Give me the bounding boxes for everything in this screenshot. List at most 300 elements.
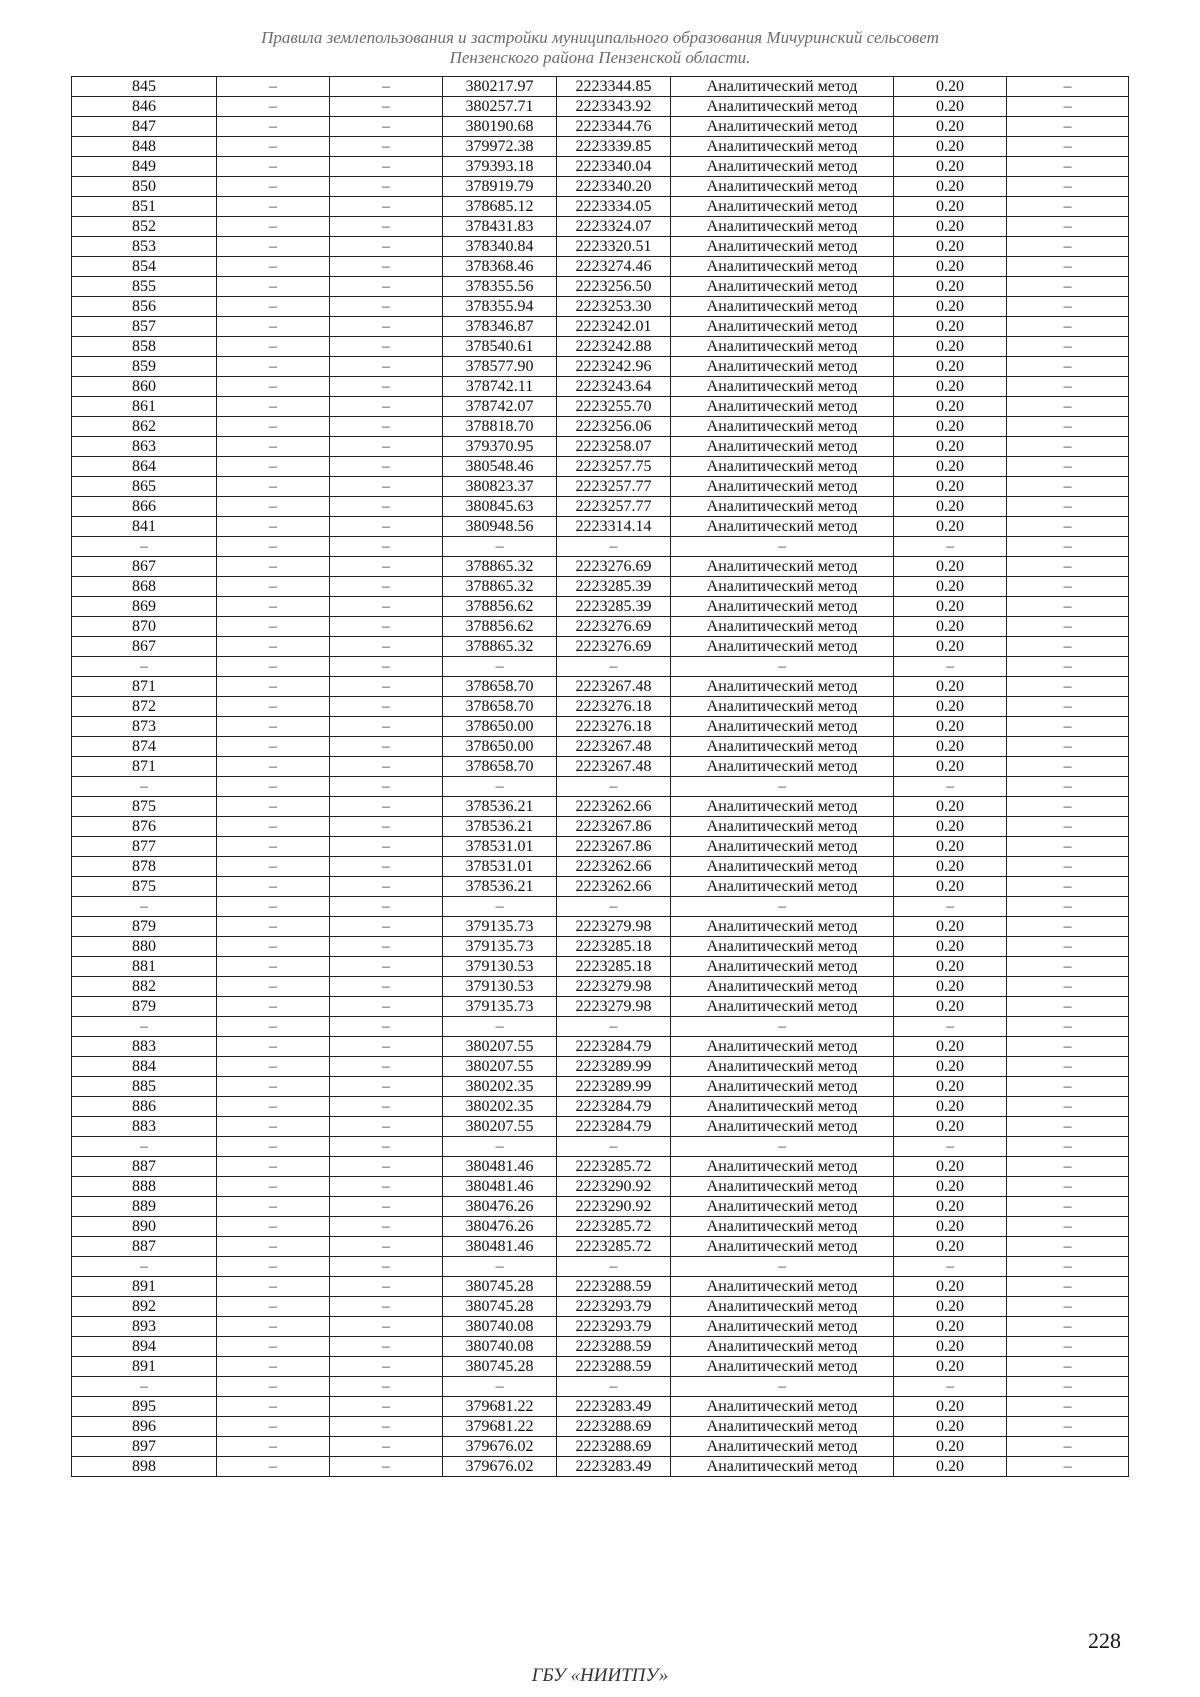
accuracy-cell: 0.20 xyxy=(894,837,1007,857)
old-x-cell: – xyxy=(217,657,330,677)
accuracy-cell: 0.20 xyxy=(894,377,1007,397)
table-row xyxy=(72,157,1129,177)
accuracy-cell: 0.20 xyxy=(894,1317,1007,1337)
x-coordinate-cell: 378865.32 xyxy=(443,577,557,597)
table-row xyxy=(72,997,1129,1017)
old-x-cell: – xyxy=(217,97,330,117)
table-row xyxy=(72,597,1129,617)
old-y-cell: – xyxy=(330,557,443,577)
x-coordinate-cell: 380481.46 xyxy=(443,1237,557,1257)
old-y-cell: – xyxy=(330,1177,443,1197)
method-cell: Аналитический метод xyxy=(671,477,894,497)
x-coordinate-cell: 378540.61 xyxy=(443,337,557,357)
method-cell: – xyxy=(671,897,894,917)
y-coordinate-cell: 2223258.07 xyxy=(557,437,671,457)
accuracy-cell: 0.20 xyxy=(894,277,1007,297)
y-coordinate-cell: 2223285.72 xyxy=(557,1217,671,1237)
y-coordinate-cell: 2223290.92 xyxy=(557,1197,671,1217)
point-number-cell: 893 xyxy=(72,1317,217,1337)
y-coordinate-cell: 2223262.66 xyxy=(557,877,671,897)
table-row xyxy=(72,537,1129,557)
accuracy-cell: 0.20 xyxy=(894,637,1007,657)
point-number-cell: 874 xyxy=(72,737,217,757)
table-row xyxy=(72,397,1129,417)
old-x-cell: – xyxy=(217,1337,330,1357)
x-coordinate-cell: 379681.22 xyxy=(443,1397,557,1417)
table-row xyxy=(72,1397,1129,1417)
description-cell: – xyxy=(1007,1097,1129,1117)
accuracy-cell: 0.20 xyxy=(894,337,1007,357)
old-x-cell: – xyxy=(217,1437,330,1457)
old-y-cell: – xyxy=(330,257,443,277)
point-number-cell: 895 xyxy=(72,1397,217,1417)
description-cell: – xyxy=(1007,877,1129,897)
accuracy-cell: 0.20 xyxy=(894,1157,1007,1177)
y-coordinate-cell: 2223267.48 xyxy=(557,677,671,697)
x-coordinate-cell: – xyxy=(443,537,557,557)
old-x-cell: – xyxy=(217,297,330,317)
method-cell: – xyxy=(671,1137,894,1157)
description-cell: – xyxy=(1007,1457,1129,1477)
accuracy-cell: 0.20 xyxy=(894,1457,1007,1477)
y-coordinate-cell: 2223267.48 xyxy=(557,737,671,757)
table-row xyxy=(72,517,1129,537)
point-number-cell: 875 xyxy=(72,797,217,817)
point-number-cell: 891 xyxy=(72,1277,217,1297)
old-y-cell: – xyxy=(330,1017,443,1037)
method-cell: Аналитический метод xyxy=(671,197,894,217)
old-x-cell: – xyxy=(217,1017,330,1037)
description-cell: – xyxy=(1007,717,1129,737)
method-cell: – xyxy=(671,657,894,677)
method-cell: Аналитический метод xyxy=(671,157,894,177)
point-number-cell: 889 xyxy=(72,1197,217,1217)
table-row xyxy=(72,957,1129,977)
y-coordinate-cell: 2223288.59 xyxy=(557,1277,671,1297)
point-number-cell: 848 xyxy=(72,137,217,157)
description-cell: – xyxy=(1007,1277,1129,1297)
table-row xyxy=(72,637,1129,657)
x-coordinate-cell: – xyxy=(443,1377,557,1397)
y-coordinate-cell: 2223288.59 xyxy=(557,1357,671,1377)
old-x-cell: – xyxy=(217,157,330,177)
table-row xyxy=(72,337,1129,357)
accuracy-cell: 0.20 xyxy=(894,257,1007,277)
old-y-cell: – xyxy=(330,1337,443,1357)
accuracy-cell: 0.20 xyxy=(894,557,1007,577)
description-cell: – xyxy=(1007,1057,1129,1077)
accuracy-cell: – xyxy=(894,777,1007,797)
accuracy-cell: 0.20 xyxy=(894,497,1007,517)
method-cell: Аналитический метод xyxy=(671,177,894,197)
table-row xyxy=(72,797,1129,817)
old-y-cell: – xyxy=(330,177,443,197)
x-coordinate-cell: 380207.55 xyxy=(443,1117,557,1137)
old-y-cell: – xyxy=(330,1197,443,1217)
x-coordinate-cell: 379972.38 xyxy=(443,137,557,157)
point-number-cell: 883 xyxy=(72,1037,217,1057)
description-cell: – xyxy=(1007,657,1129,677)
point-number-cell: 894 xyxy=(72,1337,217,1357)
table-row xyxy=(72,357,1129,377)
table-row xyxy=(72,897,1129,917)
x-coordinate-cell: 378650.00 xyxy=(443,717,557,737)
x-coordinate-cell: 378742.07 xyxy=(443,397,557,417)
accuracy-cell: 0.20 xyxy=(894,617,1007,637)
old-x-cell: – xyxy=(217,117,330,137)
y-coordinate-cell: 2223314.14 xyxy=(557,517,671,537)
point-number-cell: 863 xyxy=(72,437,217,457)
table-row xyxy=(72,1217,1129,1237)
point-number-cell: – xyxy=(72,1377,217,1397)
table-row xyxy=(72,277,1129,297)
y-coordinate-cell: 2223276.69 xyxy=(557,637,671,657)
old-x-cell: – xyxy=(217,1297,330,1317)
description-cell: – xyxy=(1007,457,1129,477)
method-cell: Аналитический метод xyxy=(671,597,894,617)
point-number-cell: 880 xyxy=(72,937,217,957)
point-number-cell: 870 xyxy=(72,617,217,637)
point-number-cell: – xyxy=(72,897,217,917)
x-coordinate-cell: 379135.73 xyxy=(443,937,557,957)
point-number-cell: 888 xyxy=(72,1177,217,1197)
y-coordinate-cell: 2223279.98 xyxy=(557,917,671,937)
point-number-cell: 876 xyxy=(72,817,217,837)
old-x-cell: – xyxy=(217,857,330,877)
old-y-cell: – xyxy=(330,217,443,237)
table-row xyxy=(72,1297,1129,1317)
description-cell: – xyxy=(1007,977,1129,997)
method-cell: Аналитический метод xyxy=(671,1397,894,1417)
description-cell: – xyxy=(1007,1237,1129,1257)
table-row xyxy=(72,977,1129,997)
point-number-cell: 898 xyxy=(72,1457,217,1477)
old-y-cell: – xyxy=(330,817,443,837)
x-coordinate-cell: 378650.00 xyxy=(443,737,557,757)
point-number-cell: 865 xyxy=(72,477,217,497)
accuracy-cell: 0.20 xyxy=(894,457,1007,477)
old-x-cell: – xyxy=(217,1037,330,1057)
table-row xyxy=(72,557,1129,577)
old-y-cell: – xyxy=(330,777,443,797)
x-coordinate-cell: – xyxy=(443,1017,557,1037)
point-number-cell: 852 xyxy=(72,217,217,237)
old-y-cell: – xyxy=(330,1137,443,1157)
table-row xyxy=(72,937,1129,957)
y-coordinate-cell: 2223293.79 xyxy=(557,1297,671,1317)
page-number: 228 xyxy=(1088,1628,1121,1653)
method-cell: Аналитический метод xyxy=(671,1417,894,1437)
description-cell: – xyxy=(1007,1357,1129,1377)
y-coordinate-cell: 2223276.69 xyxy=(557,617,671,637)
old-x-cell: – xyxy=(217,1117,330,1137)
old-y-cell: – xyxy=(330,1117,443,1137)
x-coordinate-cell: – xyxy=(443,1137,557,1157)
accuracy-cell: 0.20 xyxy=(894,177,1007,197)
x-coordinate-cell: 379676.02 xyxy=(443,1437,557,1457)
table-row xyxy=(72,1237,1129,1257)
y-coordinate-cell: 2223340.04 xyxy=(557,157,671,177)
method-cell: Аналитический метод xyxy=(671,97,894,117)
point-number-cell: 847 xyxy=(72,117,217,137)
y-coordinate-cell: 2223257.77 xyxy=(557,497,671,517)
old-x-cell: – xyxy=(217,777,330,797)
method-cell: Аналитический метод xyxy=(671,337,894,357)
old-x-cell: – xyxy=(217,1357,330,1377)
description-cell: – xyxy=(1007,297,1129,317)
point-number-cell: 878 xyxy=(72,857,217,877)
method-cell: Аналитический метод xyxy=(671,1217,894,1237)
accuracy-cell: 0.20 xyxy=(894,1437,1007,1457)
old-x-cell: – xyxy=(217,877,330,897)
x-coordinate-cell: 378818.70 xyxy=(443,417,557,437)
y-coordinate-cell: 2223242.96 xyxy=(557,357,671,377)
accuracy-cell: 0.20 xyxy=(894,357,1007,377)
old-y-cell: – xyxy=(330,437,443,457)
table-row xyxy=(72,1437,1129,1457)
x-coordinate-cell: 380257.71 xyxy=(443,97,557,117)
old-y-cell: – xyxy=(330,277,443,297)
y-coordinate-cell: 2223288.69 xyxy=(557,1417,671,1437)
x-coordinate-cell: 378536.21 xyxy=(443,877,557,897)
method-cell: Аналитический метод xyxy=(671,77,894,97)
y-coordinate-cell: 2223283.49 xyxy=(557,1457,671,1477)
accuracy-cell: 0.20 xyxy=(894,697,1007,717)
y-coordinate-cell: 2223289.99 xyxy=(557,1057,671,1077)
description-cell: – xyxy=(1007,617,1129,637)
description-cell: – xyxy=(1007,557,1129,577)
description-cell: – xyxy=(1007,957,1129,977)
old-x-cell: – xyxy=(217,637,330,657)
old-x-cell: – xyxy=(217,1217,330,1237)
accuracy-cell: 0.20 xyxy=(894,397,1007,417)
method-cell: Аналитический метод xyxy=(671,1117,894,1137)
method-cell: Аналитический метод xyxy=(671,817,894,837)
table-row xyxy=(72,1337,1129,1357)
old-x-cell: – xyxy=(217,177,330,197)
accuracy-cell: – xyxy=(894,897,1007,917)
x-coordinate-cell: 380745.28 xyxy=(443,1277,557,1297)
old-x-cell: – xyxy=(217,477,330,497)
old-y-cell: – xyxy=(330,517,443,537)
method-cell: Аналитический метод xyxy=(671,1237,894,1257)
table-row xyxy=(72,1197,1129,1217)
y-coordinate-cell: 2223243.64 xyxy=(557,377,671,397)
y-coordinate-cell: 2223285.18 xyxy=(557,957,671,977)
method-cell: Аналитический метод xyxy=(671,1197,894,1217)
accuracy-cell: 0.20 xyxy=(894,597,1007,617)
table-row xyxy=(72,1017,1129,1037)
old-x-cell: – xyxy=(217,1277,330,1297)
point-number-cell: 867 xyxy=(72,557,217,577)
method-cell: – xyxy=(671,1017,894,1037)
old-y-cell: – xyxy=(330,617,443,637)
point-number-cell: 887 xyxy=(72,1157,217,1177)
accuracy-cell: 0.20 xyxy=(894,577,1007,597)
y-coordinate-cell: 2223288.59 xyxy=(557,1337,671,1357)
x-coordinate-cell: 380845.63 xyxy=(443,497,557,517)
point-number-cell: 872 xyxy=(72,697,217,717)
old-x-cell: – xyxy=(217,497,330,517)
point-number-cell: 877 xyxy=(72,837,217,857)
y-coordinate-cell: 2223267.86 xyxy=(557,837,671,857)
y-coordinate-cell: 2223344.85 xyxy=(557,77,671,97)
old-x-cell: – xyxy=(217,357,330,377)
point-number-cell: – xyxy=(72,1017,217,1037)
table-row xyxy=(72,1157,1129,1177)
method-cell: Аналитический метод xyxy=(671,257,894,277)
old-x-cell: – xyxy=(217,617,330,637)
description-cell: – xyxy=(1007,97,1129,117)
point-number-cell: 845 xyxy=(72,77,217,97)
old-x-cell: – xyxy=(217,677,330,697)
accuracy-cell: 0.20 xyxy=(894,937,1007,957)
accuracy-cell: 0.20 xyxy=(894,957,1007,977)
accuracy-cell: 0.20 xyxy=(894,77,1007,97)
y-coordinate-cell: – xyxy=(557,777,671,797)
old-x-cell: – xyxy=(217,737,330,757)
description-cell: – xyxy=(1007,677,1129,697)
x-coordinate-cell: 378431.83 xyxy=(443,217,557,237)
accuracy-cell: 0.20 xyxy=(894,417,1007,437)
old-x-cell: – xyxy=(217,437,330,457)
old-y-cell: – xyxy=(330,317,443,337)
description-cell: – xyxy=(1007,417,1129,437)
method-cell: Аналитический метод xyxy=(671,357,894,377)
method-cell: – xyxy=(671,777,894,797)
x-coordinate-cell: 379130.53 xyxy=(443,977,557,997)
description-cell: – xyxy=(1007,1377,1129,1397)
table-row xyxy=(72,437,1129,457)
y-coordinate-cell: – xyxy=(557,537,671,557)
method-cell: Аналитический метод xyxy=(671,297,894,317)
method-cell: Аналитический метод xyxy=(671,757,894,777)
accuracy-cell: – xyxy=(894,1017,1007,1037)
method-cell: Аналитический метод xyxy=(671,497,894,517)
accuracy-cell: 0.20 xyxy=(894,117,1007,137)
old-x-cell: – xyxy=(217,817,330,837)
old-y-cell: – xyxy=(330,1057,443,1077)
description-cell: – xyxy=(1007,637,1129,657)
method-cell: Аналитический метод xyxy=(671,877,894,897)
old-y-cell: – xyxy=(330,1317,443,1337)
table-row xyxy=(72,217,1129,237)
method-cell: Аналитический метод xyxy=(671,397,894,417)
x-coordinate-cell: – xyxy=(443,657,557,677)
point-number-cell: 855 xyxy=(72,277,217,297)
y-coordinate-cell: 2223262.66 xyxy=(557,857,671,877)
point-number-cell: – xyxy=(72,1257,217,1277)
description-cell: – xyxy=(1007,477,1129,497)
old-x-cell: – xyxy=(217,377,330,397)
old-y-cell: – xyxy=(330,397,443,417)
description-cell: – xyxy=(1007,1077,1129,1097)
description-cell: – xyxy=(1007,597,1129,617)
method-cell: Аналитический метод xyxy=(671,457,894,477)
point-number-cell: 886 xyxy=(72,1097,217,1117)
method-cell: Аналитический метод xyxy=(671,137,894,157)
description-cell: – xyxy=(1007,837,1129,857)
accuracy-cell: – xyxy=(894,1137,1007,1157)
method-cell: Аналитический метод xyxy=(671,1277,894,1297)
description-cell: – xyxy=(1007,777,1129,797)
old-x-cell: – xyxy=(217,257,330,277)
x-coordinate-cell: 380190.68 xyxy=(443,117,557,137)
old-y-cell: – xyxy=(330,197,443,217)
old-y-cell: – xyxy=(330,157,443,177)
x-coordinate-cell: 380740.08 xyxy=(443,1337,557,1357)
table-row xyxy=(72,377,1129,397)
method-cell: Аналитический метод xyxy=(671,1457,894,1477)
x-coordinate-cell: 380207.55 xyxy=(443,1057,557,1077)
old-y-cell: – xyxy=(330,657,443,677)
old-y-cell: – xyxy=(330,917,443,937)
y-coordinate-cell: 2223283.49 xyxy=(557,1397,671,1417)
point-number-cell: 861 xyxy=(72,397,217,417)
description-cell: – xyxy=(1007,137,1129,157)
x-coordinate-cell: 379370.95 xyxy=(443,437,557,457)
table-row xyxy=(72,257,1129,277)
method-cell: Аналитический метод xyxy=(671,697,894,717)
x-coordinate-cell: 378865.32 xyxy=(443,557,557,577)
accuracy-cell: 0.20 xyxy=(894,297,1007,317)
old-y-cell: – xyxy=(330,357,443,377)
x-coordinate-cell: 379135.73 xyxy=(443,997,557,1017)
table-row xyxy=(72,657,1129,677)
accuracy-cell: 0.20 xyxy=(894,977,1007,997)
old-x-cell: – xyxy=(217,917,330,937)
x-coordinate-cell: 378577.90 xyxy=(443,357,557,377)
old-x-cell: – xyxy=(217,897,330,917)
old-x-cell: – xyxy=(217,977,330,997)
method-cell: Аналитический метод xyxy=(671,417,894,437)
description-cell: – xyxy=(1007,1117,1129,1137)
old-y-cell: – xyxy=(330,677,443,697)
y-coordinate-cell: 2223242.01 xyxy=(557,317,671,337)
description-cell: – xyxy=(1007,857,1129,877)
y-coordinate-cell: 2223324.07 xyxy=(557,217,671,237)
description-cell: – xyxy=(1007,377,1129,397)
old-y-cell: – xyxy=(330,857,443,877)
old-y-cell: – xyxy=(330,417,443,437)
old-x-cell: – xyxy=(217,697,330,717)
method-cell: Аналитический метод xyxy=(671,1057,894,1077)
accuracy-cell: 0.20 xyxy=(894,817,1007,837)
method-cell: Аналитический метод xyxy=(671,977,894,997)
accuracy-cell: 0.20 xyxy=(894,97,1007,117)
x-coordinate-cell: 378919.79 xyxy=(443,177,557,197)
description-cell: – xyxy=(1007,1037,1129,1057)
method-cell: Аналитический метод xyxy=(671,677,894,697)
x-coordinate-cell: 378856.62 xyxy=(443,617,557,637)
description-cell: – xyxy=(1007,437,1129,457)
table-row xyxy=(72,417,1129,437)
method-cell: Аналитический метод xyxy=(671,797,894,817)
method-cell: Аналитический метод xyxy=(671,277,894,297)
old-x-cell: – xyxy=(217,1177,330,1197)
x-coordinate-cell: 378355.56 xyxy=(443,277,557,297)
point-number-cell: 871 xyxy=(72,677,217,697)
accuracy-cell: 0.20 xyxy=(894,1357,1007,1377)
method-cell: Аналитический метод xyxy=(671,1337,894,1357)
method-cell: Аналитический метод xyxy=(671,717,894,737)
point-number-cell: 883 xyxy=(72,1117,217,1137)
table-body xyxy=(72,77,1129,1477)
point-number-cell: 854 xyxy=(72,257,217,277)
table-row xyxy=(72,1037,1129,1057)
accuracy-cell: 0.20 xyxy=(894,1037,1007,1057)
description-cell: – xyxy=(1007,1437,1129,1457)
